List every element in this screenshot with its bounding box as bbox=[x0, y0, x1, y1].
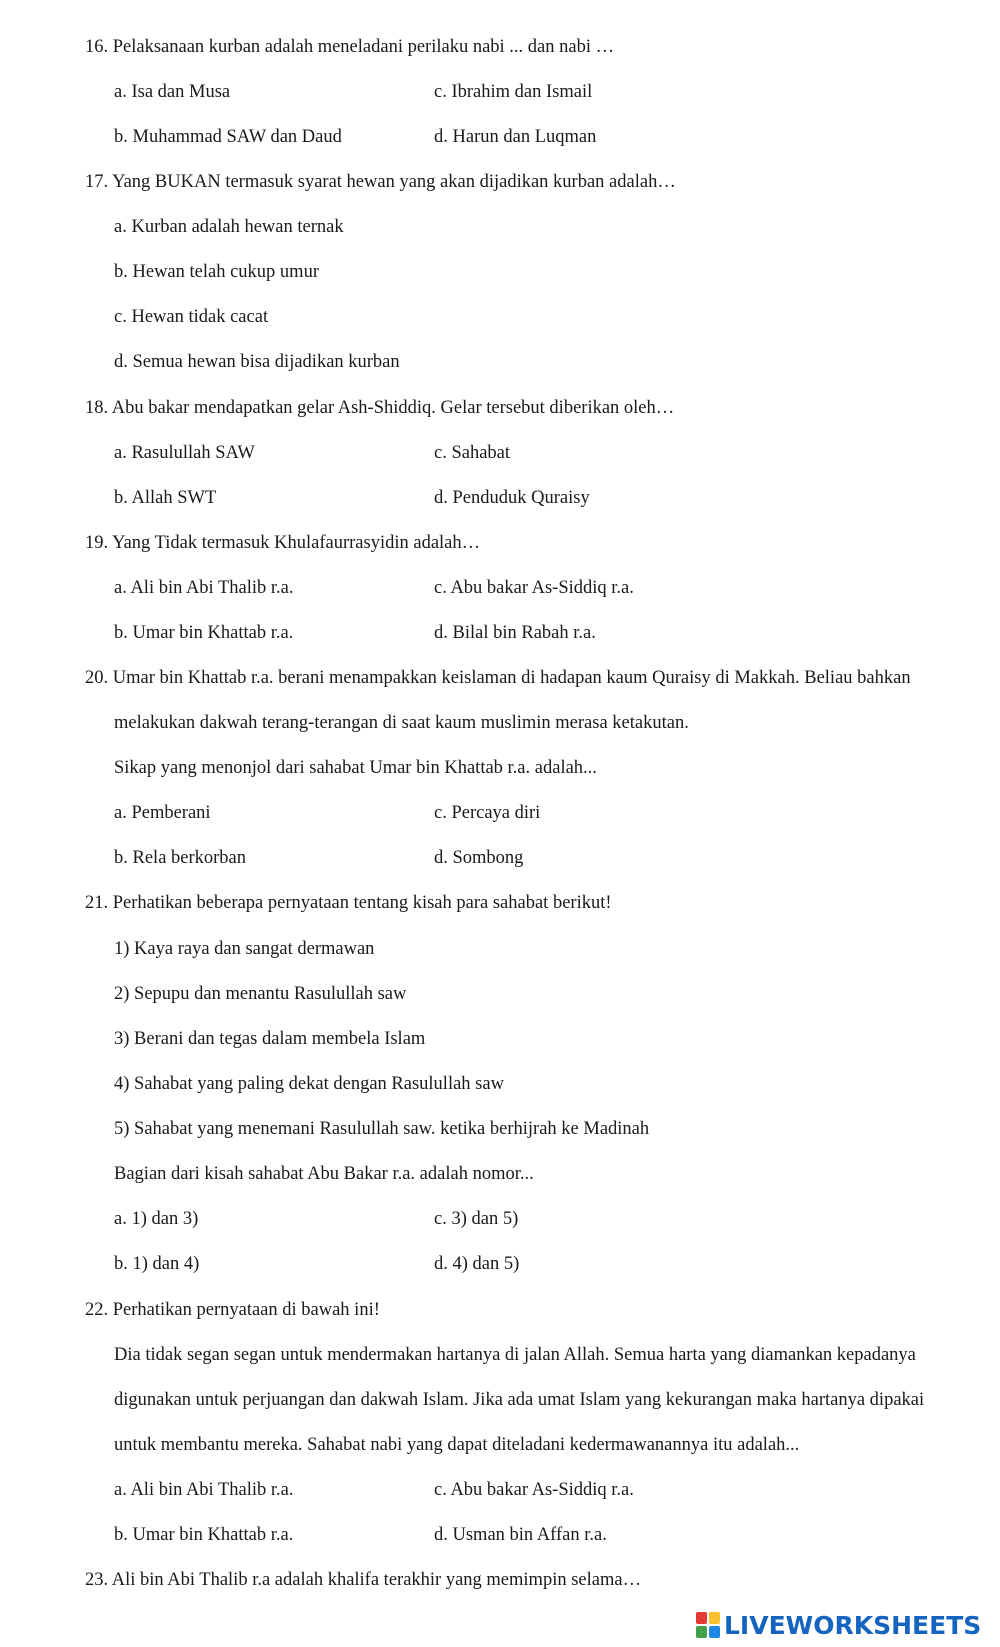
q18-option-a[interactable]: a. Rasulullah SAW bbox=[114, 443, 255, 463]
q22-passage-line-2: digunakan untuk perjuangan dan dakwah Islam. Jika ada umat Islam yang kekurangan maka hartanya dipakai bbox=[114, 1390, 925, 1410]
q20-option-b[interactable]: b. Rela berkorban bbox=[114, 848, 247, 868]
question-20-stem-line-2: melakukan dakwah terang-terangan di saat kaum muslimin merasa ketakutan. bbox=[114, 713, 689, 733]
q20-option-d[interactable]: d. Sombong bbox=[434, 848, 524, 868]
q16-option-b[interactable]: b. Muhammad SAW dan Daud bbox=[114, 127, 342, 147]
question-19-stem: 19. Yang Tidak termasuk Khulafaurrasyidin adalah… bbox=[85, 533, 481, 553]
logo-block-blue bbox=[709, 1626, 720, 1638]
q18-option-d[interactable]: d. Penduduk Quraisy bbox=[434, 488, 590, 508]
logo-block-red bbox=[696, 1612, 707, 1624]
liveworksheets-logo bbox=[696, 1610, 981, 1640]
question-18-stem: 18. Abu bakar mendapatkan gelar Ash-Shiddiq. Gelar tersebut diberikan oleh… bbox=[85, 398, 675, 418]
question-17-stem: 17. Yang BUKAN termasuk syarat hewan yang akan dijadikan kurban adalah… bbox=[85, 172, 676, 192]
q20-option-a[interactable]: a. Pemberani bbox=[114, 803, 211, 823]
logo-blocks-icon bbox=[696, 1612, 720, 1638]
q19-option-a[interactable]: a. Ali bin Abi Thalib r.a. bbox=[114, 578, 294, 598]
q22-option-b[interactable]: b. Umar bin Khattab r.a. bbox=[114, 1525, 294, 1545]
q17-option-d[interactable]: d. Semua hewan bisa dijadikan kurban bbox=[114, 352, 400, 372]
q17-option-c[interactable]: c. Hewan tidak cacat bbox=[114, 307, 269, 327]
q20-option-c[interactable]: c. Percaya diri bbox=[434, 803, 541, 823]
q19-option-d[interactable]: d. Bilal bin Rabah r.a. bbox=[434, 623, 596, 643]
q22-option-a[interactable]: a. Ali bin Abi Thalib r.a. bbox=[114, 1480, 294, 1500]
q17-option-b[interactable]: b. Hewan telah cukup umur bbox=[114, 262, 319, 282]
logo-wordmark: LIVEWORKSHEETS bbox=[724, 1610, 982, 1640]
q21-statement-4: 4) Sahabat yang paling dekat dengan Rasulullah saw bbox=[114, 1074, 504, 1094]
question-16-stem: 16. Pelaksanaan kurban adalah meneladani perilaku nabi ... dan nabi … bbox=[85, 37, 615, 57]
q22-option-c[interactable]: c. Abu bakar As-Siddiq r.a. bbox=[434, 1480, 634, 1500]
q16-option-c[interactable]: c. Ibrahim dan Ismail bbox=[434, 82, 593, 102]
q16-option-a[interactable]: a. Isa dan Musa bbox=[114, 82, 231, 102]
q22-passage-line-3: untuk membantu mereka. Sahabat nabi yang dapat diteladani kedermawanannya itu adalah... bbox=[114, 1435, 800, 1455]
q21-option-c[interactable]: c. 3) dan 5) bbox=[434, 1209, 519, 1229]
question-21-prompt: Bagian dari kisah sahabat Abu Bakar r.a. adalah nomor... bbox=[114, 1164, 534, 1184]
q19-option-c[interactable]: c. Abu bakar As-Siddiq r.a. bbox=[434, 578, 634, 598]
question-22-stem: 22. Perhatikan pernyataan di bawah ini! bbox=[85, 1300, 380, 1320]
q18-option-b[interactable]: b. Allah SWT bbox=[114, 488, 217, 508]
question-20-stem: 20. Umar bin Khattab r.a. berani menampakkan keislaman di hadapan kaum Quraisy di Makkah. Beliau bahkan bbox=[85, 668, 911, 688]
q21-option-b[interactable]: b. 1) dan 4) bbox=[114, 1254, 200, 1274]
q22-option-d[interactable]: d. Usman bin Affan r.a. bbox=[434, 1525, 607, 1545]
q22-passage-line-1: Dia tidak segan segan untuk mendermakan hartanya di jalan Allah. Semua harta yang diamankan kepadanya bbox=[114, 1345, 916, 1365]
q21-statement-2: 2) Sepupu dan menantu Rasulullah saw bbox=[114, 984, 407, 1004]
q21-statement-3: 3) Berani dan tegas dalam membela Islam bbox=[114, 1029, 426, 1049]
question-21-stem: 21. Perhatikan beberapa pernyataan tentang kisah para sahabat berikut! bbox=[85, 893, 612, 913]
q21-statement-5: 5) Sahabat yang menemani Rasulullah saw. ketika berhijrah ke Madinah bbox=[114, 1119, 650, 1139]
question-23-stem: 23. Ali bin Abi Thalib r.a adalah khalifa terakhir yang memimpin selama… bbox=[85, 1570, 642, 1590]
q18-option-c[interactable]: c. Sahabat bbox=[434, 443, 511, 463]
q16-option-d[interactable]: d. Harun dan Luqman bbox=[434, 127, 597, 147]
logo-block-yellow bbox=[709, 1612, 720, 1624]
question-20-stem-line-3: Sikap yang menonjol dari sahabat Umar bin Khattab r.a. adalah... bbox=[114, 758, 597, 778]
logo-block-green bbox=[696, 1626, 707, 1638]
q19-option-b[interactable]: b. Umar bin Khattab r.a. bbox=[114, 623, 294, 643]
q21-option-a[interactable]: a. 1) dan 3) bbox=[114, 1209, 199, 1229]
q21-option-d[interactable]: d. 4) dan 5) bbox=[434, 1254, 520, 1274]
q21-statement-1: 1) Kaya raya dan sangat dermawan bbox=[114, 939, 375, 959]
q17-option-a[interactable]: a. Kurban adalah hewan ternak bbox=[114, 217, 344, 237]
